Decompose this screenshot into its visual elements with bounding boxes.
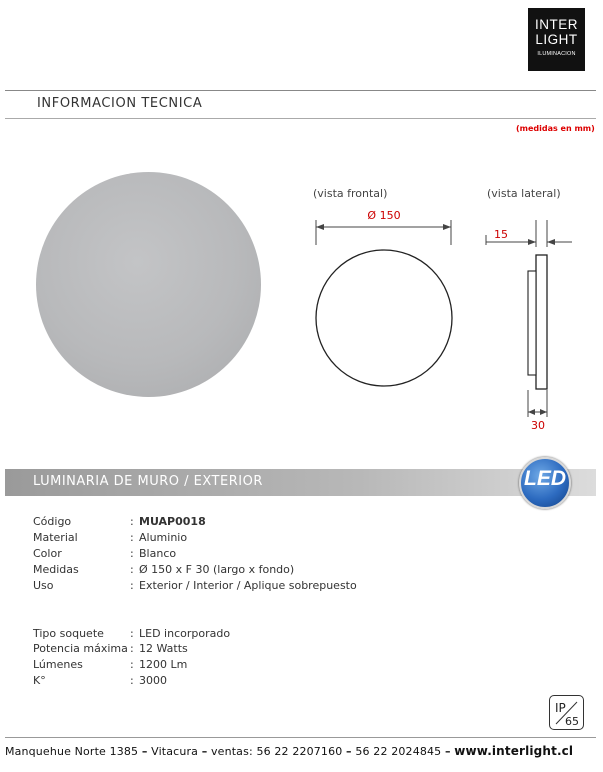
spec-label-material: Material [33,531,78,544]
footer-separator: – [346,745,352,758]
footer-phone-2: 56 22 2024845 [355,745,442,758]
footer-phone-sales: ventas: 56 22 2207160 [211,745,343,758]
footer-website-link[interactable]: www.interlight.cl [454,744,574,758]
spec-colon: : [130,531,134,544]
side-depth-bottom-label: 30 [531,419,545,432]
front-diameter-label: Ø 150 [367,209,401,222]
footer-separator: – [201,745,208,758]
spec-value-kelvin: 3000 [139,674,167,687]
ip-label: IP [555,701,566,715]
front-dim-arrow-right [443,224,451,230]
spec-label-dimensions: Medidas [33,563,79,576]
spec-colon: : [130,515,134,528]
header-divider-bottom [5,118,596,119]
led-badge-text: LED [524,467,566,490]
units-note: (medidas en mm) [516,124,595,133]
spec-colon: : [130,658,134,671]
logo-line-1: INTER [535,17,578,32]
spec-value-socket: LED incorporado [139,627,231,640]
spec-value-use: Exterior / Interior / Aplique sobrepuesto [139,579,357,592]
technical-drawing [300,205,600,435]
spec-value-lumens: 1200 Lm [139,658,188,671]
front-view-circle [316,250,452,386]
product-type-title: LUMINARIA DE MURO / EXTERIOR [33,474,263,489]
spec-value-material: Aluminio [139,531,188,544]
side-dim-top-arrow-left [528,239,536,245]
spec-colon: : [130,627,134,640]
spec-label-use: Uso [33,579,54,592]
ip-rating-value: 65 [565,715,579,728]
header-divider-top [5,90,596,91]
spec-value-color: Blanco [139,547,177,560]
footer-divider [5,737,596,738]
spec-value-power: 12 Watts [139,642,188,655]
logo-line-3: ILUMINACION [537,51,576,57]
side-dim-top-arrow-right [547,239,555,245]
ip-rating-badge [549,695,584,730]
footer-city: Vitacura [151,745,199,758]
brand-logo [528,8,585,71]
side-depth-top-label: 15 [494,228,508,241]
spec-colon: : [130,563,134,576]
side-view-base [528,271,536,375]
spec-value-code: MUAP0018 [139,515,206,528]
spec-label-socket: Tipo soquete [33,627,104,640]
spec-label-kelvin: K° [33,674,46,687]
footer-address: Manquehue Norte 1385 [5,745,139,758]
spec-label-color: Color [33,547,62,560]
spec-colon: : [130,547,134,560]
spec-label-code: Código [33,515,72,528]
front-dim-arrow-left [316,224,324,230]
spec-label-lumens: Lúmenes [33,658,83,671]
side-dim-bottom-arrow-right [540,409,547,415]
spec-colon: : [130,579,134,592]
spec-label-power: Potencia máxima [33,642,128,655]
spec-value-dimensions: Ø 150 x F 30 (largo x fondo) [139,563,295,576]
side-view-body [536,255,547,389]
footer-separator: – [141,745,148,758]
logo-line-2: LIGHT [535,32,578,47]
front-view-label: (vista frontal) [313,187,388,200]
spec-colon: : [130,642,134,655]
footer-separator: – [444,745,451,758]
side-view-label: (vista lateral) [487,187,561,200]
footer-contact [5,744,573,758]
spec-colon: : [130,674,134,687]
product-photo [36,172,261,397]
section-title: INFORMACION TECNICA [37,96,203,111]
side-dim-bottom-arrow-left [528,409,535,415]
